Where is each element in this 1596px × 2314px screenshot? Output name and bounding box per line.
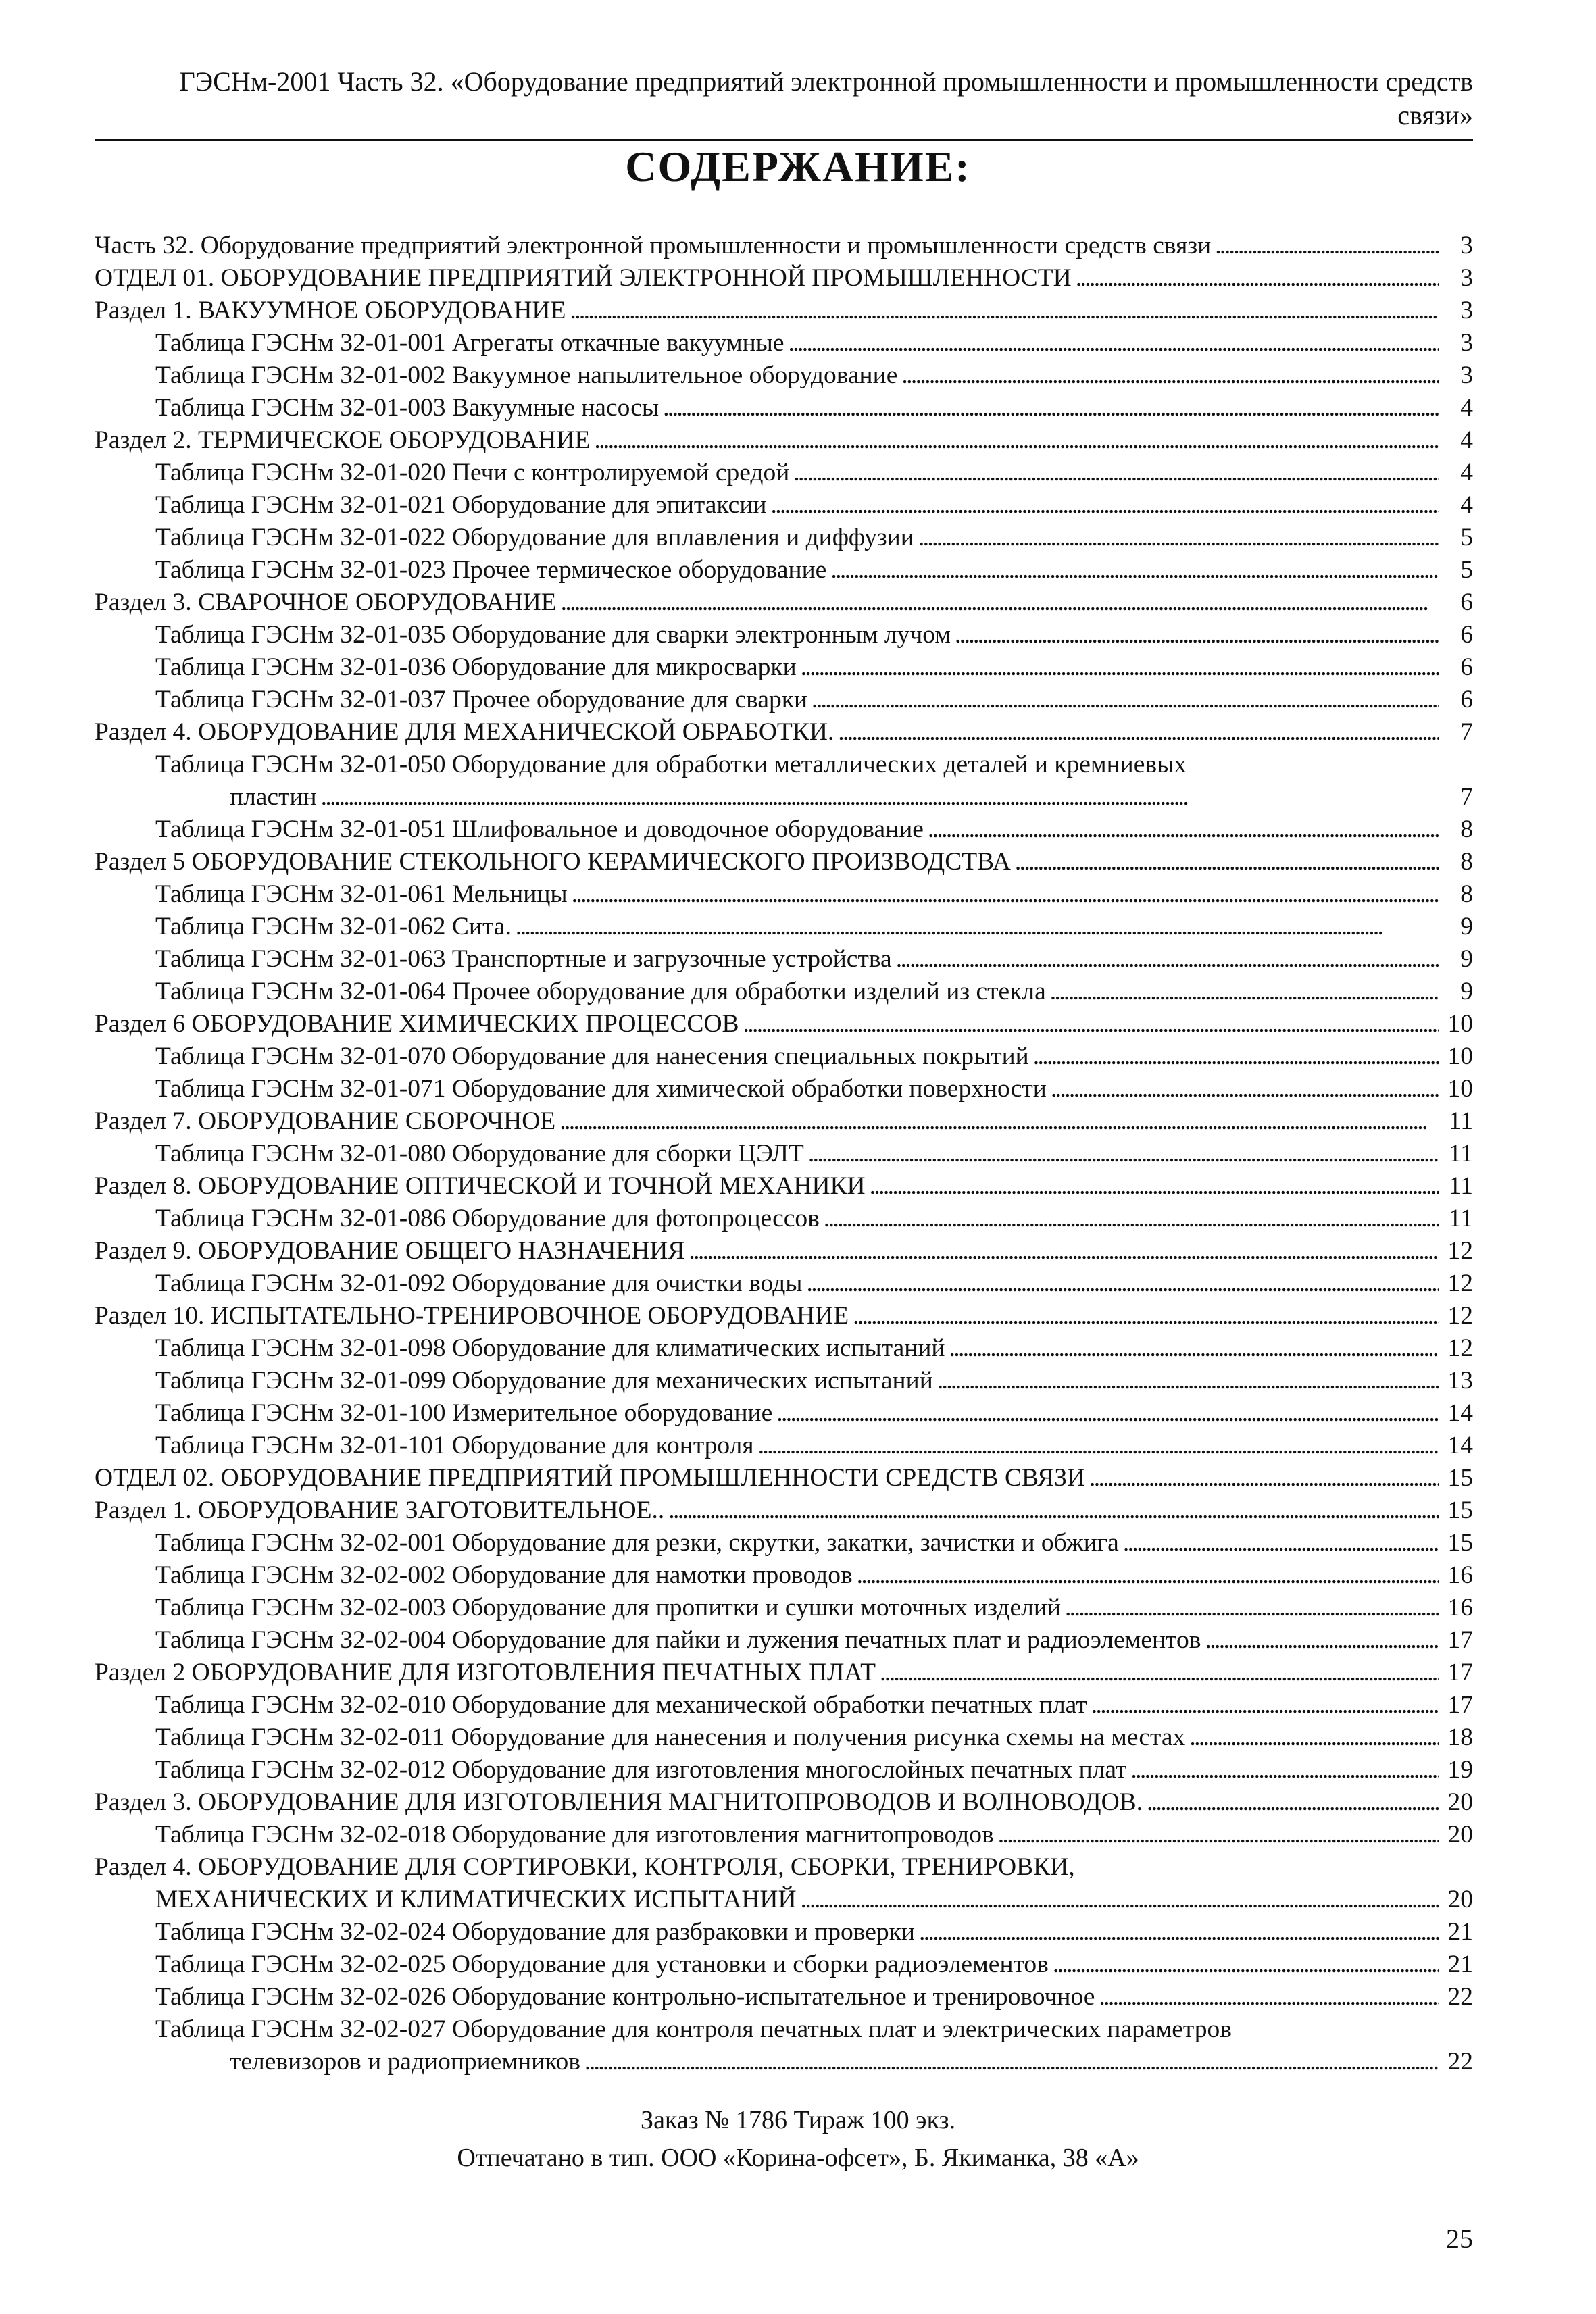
header-divider xyxy=(95,139,1473,141)
toc-dot-leader xyxy=(559,1105,1439,1138)
toc-entry-label: Таблица ГЭСНм 32-01-101 Оборудование для контроля xyxy=(155,1432,754,1459)
toc-dot-leader xyxy=(1051,1073,1439,1105)
toc-entry xyxy=(95,1073,1473,1105)
toc-entry-label: Таблица ГЭСНм 32-02-026 Оборудование контрольно-испытательное и тренировочное xyxy=(155,1983,1095,2011)
toc-entry xyxy=(95,1884,1473,1916)
toc-entry-page: 7 xyxy=(1460,718,1473,746)
toc-dot-leader xyxy=(808,1138,1439,1170)
toc-entry-page: 22 xyxy=(1447,2048,1473,2076)
toc-entry-label: Таблица ГЭСНм 32-01-100 Измерительное оборудование xyxy=(155,1399,773,1427)
toc-entry-page: 8 xyxy=(1460,880,1473,908)
toc-entry-page: 4 xyxy=(1460,394,1473,422)
toc-entry-label: Таблица ГЭСНм 32-01-050 Оборудование для обработки металлических деталей и кремниевых xyxy=(155,751,1187,778)
toc-entry-label: Раздел 7. ОБОРУДОВАНИЕ СБОРОЧНОЕ xyxy=(95,1107,556,1135)
toc-dot-leader xyxy=(853,1300,1439,1332)
toc-entry-page: 8 xyxy=(1460,815,1473,843)
toc-dot-leader xyxy=(812,684,1439,716)
toc-entry-page: 21 xyxy=(1447,1951,1473,1978)
toc-entry-page: 3 xyxy=(1460,264,1473,292)
toc-dot-leader xyxy=(1033,1040,1439,1073)
toc-entry-label: Таблица ГЭСНм 32-02-011 Оборудование для нанесения и получения рисунка схемы на местах xyxy=(155,1724,1186,1751)
toc-entry xyxy=(95,1105,1473,1138)
toc-entry-label: Таблица ГЭСНм 32-01-086 Оборудование для фотопроцессов xyxy=(155,1205,820,1232)
toc-entry-label: Раздел 2 ОБОРУДОВАНИЕ ДЛЯ ИЗГОТОВЛЕНИЯ ПЕЧАТНЫХ ПЛАТ xyxy=(95,1659,876,1686)
toc-entry-label: Таблица ГЭСНм 32-01-099 Оборудование для механических испытаний xyxy=(155,1367,933,1394)
toc-dot-leader xyxy=(801,651,1439,684)
toc-entry-page: 20 xyxy=(1447,1821,1473,1848)
toc-entry-label: Раздел 2. ТЕРМИЧЕСКОЕ ОБОРУДОВАНИЕ xyxy=(95,426,591,454)
page-number: 25 xyxy=(1446,2223,1473,2254)
toc-dot-leader xyxy=(801,1884,1439,1916)
toc-entry-page: 11 xyxy=(1448,1172,1473,1200)
toc-dot-leader xyxy=(668,1494,1439,1527)
toc-entry-label: Таблица ГЭСНм 32-01-080 Оборудование для сборки ЦЭЛТ xyxy=(155,1140,804,1167)
toc-dot-leader xyxy=(663,392,1439,424)
toc-entry-page: 17 xyxy=(1447,1626,1473,1654)
toc-entry-page: 4 xyxy=(1460,426,1473,454)
toc-entry xyxy=(95,1819,1473,1851)
toc-entry-page: 7 xyxy=(1460,783,1473,811)
toc-dot-leader xyxy=(1215,230,1439,262)
toc-entry-label: ОТДЕЛ 01. ОБОРУДОВАНИЕ ПРЕДПРИЯТИЙ ЭЛЕКТРОННОЙ ПРОМЫШЛЕННОСТИ xyxy=(95,264,1072,292)
toc-entry-page: 17 xyxy=(1447,1659,1473,1686)
toc-entry xyxy=(95,846,1473,878)
toc-dot-leader xyxy=(572,878,1439,911)
toc-dot-leader xyxy=(857,1559,1439,1592)
toc-entry-page: 5 xyxy=(1460,556,1473,584)
toc-entry xyxy=(95,327,1473,359)
toc-entry-label: пластин xyxy=(230,783,317,811)
toc-entry-label: Таблица ГЭСНм 32-02-001 Оборудование для резки, скрутки, закатки, зачистки и обжига xyxy=(155,1529,1119,1557)
toc-entry xyxy=(95,1624,1473,1657)
toc-entry-page: 15 xyxy=(1447,1464,1473,1492)
toc-entry xyxy=(95,1430,1473,1462)
toc-entry xyxy=(95,684,1473,716)
toc-entry xyxy=(95,554,1473,586)
toc-dot-leader xyxy=(584,2046,1439,2078)
toc-entry xyxy=(95,1948,1473,1981)
toc-entry xyxy=(95,781,1473,813)
toc-dot-leader xyxy=(806,1267,1439,1300)
toc-dot-leader xyxy=(561,586,1439,619)
toc-entry-label: Раздел 6 ОБОРУДОВАНИЕ ХИМИЧЕСКИХ ПРОЦЕССОВ xyxy=(95,1010,739,1038)
toc-entry-page: 9 xyxy=(1460,978,1473,1005)
toc-entry-label: Таблица ГЭСНм 32-01-023 Прочее термическое оборудование xyxy=(155,556,827,584)
imprint-printer-line: Отпечатано в тип. ООО «Корина-офсет», Б. Якиманка, 38 «А» xyxy=(457,2144,1139,2172)
toc-entry xyxy=(95,1267,1473,1300)
toc-dot-leader xyxy=(516,911,1439,943)
toc-entry xyxy=(95,522,1473,554)
toc-entry-page: 15 xyxy=(1447,1529,1473,1557)
toc-entry-label: Таблица ГЭСНм 32-01-035 Оборудование для сварки электронным лучом xyxy=(155,621,951,649)
toc-entry xyxy=(95,716,1473,749)
toc-dot-leader xyxy=(1050,976,1439,1008)
toc-entry-label: Таблица ГЭСНм 32-02-003 Оборудование для пропитки и сушки моточных изделий xyxy=(155,1594,1062,1621)
toc-entry xyxy=(95,2046,1473,2078)
toc-entry xyxy=(95,878,1473,911)
toc-entry-label: МЕХАНИЧЕСКИХ И КЛИМАТИЧЕСКИХ ИСПЫТАНИЙ xyxy=(155,1886,797,1913)
toc-entry xyxy=(95,1786,1473,1819)
running-header-line-1: ГЭСНм-2001 Часть 32. «Оборудование предприятий электронной промышленности и промышленности средств xyxy=(179,66,1473,97)
toc-entry-label: Таблица ГЭСНм 32-01-092 Оборудование для очистки воды xyxy=(155,1269,803,1297)
toc-entry xyxy=(95,813,1473,846)
toc-entry xyxy=(95,1851,1473,1884)
toc-entry-page: 11 xyxy=(1448,1205,1473,1232)
toc-entry-label: телевизоров и радиоприемников xyxy=(230,2048,580,2076)
toc-dot-leader xyxy=(1076,262,1439,295)
toc-entry-page: 3 xyxy=(1460,361,1473,389)
toc-entry xyxy=(95,359,1473,392)
toc-entry xyxy=(95,1040,1473,1073)
toc-dot-leader xyxy=(570,295,1439,327)
toc-entry-page: 14 xyxy=(1447,1432,1473,1459)
toc-entry-label: Таблица ГЭСНм 32-01-070 Оборудование для нанесения специальных покрытий xyxy=(155,1042,1029,1070)
toc-dot-leader xyxy=(1123,1527,1439,1559)
toc-dot-leader xyxy=(770,489,1439,522)
toc-entry xyxy=(95,1754,1473,1786)
toc-entry-page: 14 xyxy=(1447,1399,1473,1427)
toc-dot-leader xyxy=(880,1657,1439,1689)
toc-entry-label: Таблица ГЭСНм 32-01-002 Вакуумное напылительное оборудование xyxy=(155,361,898,389)
toc-entry-label: Таблица ГЭСНм 32-02-004 Оборудование для пайки и лужения печатных плат и радиоэлементов xyxy=(155,1626,1201,1654)
toc-entry-page: 12 xyxy=(1447,1237,1473,1265)
toc-dot-leader xyxy=(824,1203,1439,1235)
toc-entry-label: Таблица ГЭСНм 32-01-063 Транспортные и загрузочные устройства xyxy=(155,945,892,973)
toc-entry-page: 3 xyxy=(1460,232,1473,259)
toc-entry xyxy=(95,230,1473,262)
toc-entry-page: 12 xyxy=(1447,1302,1473,1330)
toc-entry-label: Раздел 5 ОБОРУДОВАНИЕ СТЕКОЛЬНОГО КЕРАМИЧЕСКОГО ПРОИЗВОДСТВА xyxy=(95,848,1011,876)
toc-entry-label: Таблица ГЭСНм 32-01-062 Сита. xyxy=(155,913,512,940)
toc-entry-label: Раздел 3. СВАРОЧНОЕ ОБОРУДОВАНИЕ xyxy=(95,588,557,616)
toc-entry-label: Таблица ГЭСНм 32-02-002 Оборудование для намотки проводов xyxy=(155,1561,853,1589)
toc-entry xyxy=(95,1689,1473,1721)
toc-entry xyxy=(95,619,1473,651)
toc-entry-label: Таблица ГЭСНм 32-02-018 Оборудование для изготовления магнитопроводов xyxy=(155,1821,994,1848)
toc-entry-page: 3 xyxy=(1460,297,1473,324)
toc-entry-label: Таблица ГЭСНм 32-01-064 Прочее оборудование для обработки изделий из стекла xyxy=(155,978,1046,1005)
toc-entry xyxy=(95,1300,1473,1332)
toc-dot-leader xyxy=(896,943,1439,976)
imprint xyxy=(0,2101,1596,2177)
toc-dot-leader xyxy=(918,522,1439,554)
toc-entry-page: 6 xyxy=(1460,653,1473,681)
toc-dot-leader xyxy=(758,1430,1439,1462)
toc-entry-label: Таблица ГЭСНм 32-01-020 Печи с контролируемой средой xyxy=(155,459,790,486)
toc-entry xyxy=(95,2013,1473,2046)
toc-entry-page: 10 xyxy=(1447,1010,1473,1038)
toc-entry xyxy=(95,1657,1473,1689)
toc-entry xyxy=(95,1721,1473,1754)
toc-dot-leader xyxy=(743,1008,1439,1040)
toc-entry-page: 11 xyxy=(1448,1140,1473,1167)
toc-entry-label: Раздел 8. ОБОРУДОВАНИЕ ОПТИЧЕСКОЙ И ТОЧНОЙ МЕХАНИКИ xyxy=(95,1172,866,1200)
toc-entry-page: 4 xyxy=(1460,459,1473,486)
toc-entry-label: Таблица ГЭСНм 32-02-010 Оборудование для механической обработки печатных плат xyxy=(155,1691,1087,1719)
toc-dot-leader xyxy=(998,1819,1439,1851)
toc-entry-page: 5 xyxy=(1460,524,1473,551)
toc-entry-page: 9 xyxy=(1460,945,1473,973)
toc-entry xyxy=(95,586,1473,619)
toc-entry-label: Таблица ГЭСНм 32-01-036 Оборудование для микросварки xyxy=(155,653,797,681)
toc-entry-page: 16 xyxy=(1447,1561,1473,1589)
toc-entry xyxy=(95,1592,1473,1624)
toc-dot-leader xyxy=(937,1365,1439,1397)
toc-entry xyxy=(95,749,1473,781)
toc-dot-leader xyxy=(928,813,1439,846)
toc-dot-leader xyxy=(830,554,1439,586)
toc-entry-page: 22 xyxy=(1447,1983,1473,2011)
toc-dot-leader xyxy=(1091,1689,1439,1721)
toc-entry-page: 10 xyxy=(1447,1075,1473,1103)
toc-entry xyxy=(95,1916,1473,1948)
running-header-line-2: связи» xyxy=(1397,100,1473,130)
toc-entry xyxy=(95,1203,1473,1235)
toc-entry xyxy=(95,424,1473,457)
toc-entry-page: 6 xyxy=(1460,621,1473,649)
toc-entry-label: Раздел 10. ИСПЫТАТЕЛЬНО-ТРЕНИРОВОЧНОЕ ОБОРУДОВАНИЕ xyxy=(95,1302,849,1330)
toc-entry xyxy=(95,1462,1473,1494)
toc-entry-label: ОТДЕЛ 02. ОБОРУДОВАНИЕ ПРЕДПРИЯТИЙ ПРОМЫШЛЕННОСТИ СРЕДСТВ СВЯЗИ xyxy=(95,1464,1085,1492)
toc-entry xyxy=(95,1332,1473,1365)
toc-entry-page: 21 xyxy=(1447,1918,1473,1946)
toc-entry xyxy=(95,1981,1473,2013)
toc-entry-label: Раздел 1. ОБОРУДОВАНИЕ ЗАГОТОВИТЕЛЬНОЕ.. xyxy=(95,1496,665,1524)
toc-entry-label: Таблица ГЭСНм 32-01-021 Оборудование для эпитаксии xyxy=(155,491,767,519)
toc-dot-leader xyxy=(1015,846,1439,878)
toc-entry-page: 19 xyxy=(1447,1756,1473,1784)
toc-dot-leader xyxy=(838,716,1439,749)
toc-entry xyxy=(95,911,1473,943)
toc-entry-label: Раздел 3. ОБОРУДОВАНИЕ ДЛЯ ИЗГОТОВЛЕНИЯ МАГНИТОПРОВОДОВ И ВОЛНОВОДОВ. xyxy=(95,1788,1143,1816)
toc-dot-leader xyxy=(919,1916,1439,1948)
toc-entry xyxy=(95,1559,1473,1592)
toc-dot-leader xyxy=(689,1235,1439,1267)
toc-entry xyxy=(95,1527,1473,1559)
table-of-contents xyxy=(95,230,1473,2078)
toc-dot-leader xyxy=(1065,1592,1439,1624)
toc-dot-leader xyxy=(789,327,1439,359)
toc-entry xyxy=(95,1008,1473,1040)
toc-entry xyxy=(95,1365,1473,1397)
imprint-order-line: Заказ № 1786 Тираж 100 экз. xyxy=(641,2106,955,2134)
toc-dot-leader xyxy=(1189,1721,1439,1754)
toc-entry xyxy=(95,392,1473,424)
toc-entry xyxy=(95,651,1473,684)
toc-entry-page: 18 xyxy=(1447,1724,1473,1751)
toc-entry-page: 4 xyxy=(1460,491,1473,519)
toc-entry-page: 15 xyxy=(1447,1496,1473,1524)
toc-dot-leader xyxy=(870,1170,1439,1203)
toc-entry-label: Таблица ГЭСНм 32-01-071 Оборудование для химической обработки поверхности xyxy=(155,1075,1047,1103)
toc-entry-label: Часть 32. Оборудование предприятий электронной промышленности и промышленности средств связи xyxy=(95,232,1212,259)
toc-entry-label: Таблица ГЭСНм 32-01-051 Шлифовальное и доводочное оборудование xyxy=(155,815,924,843)
toc-entry-label: Таблица ГЭСНм 32-01-061 Мельницы xyxy=(155,880,568,908)
toc-entry-label: Таблица ГЭСНм 32-01-098 Оборудование для климатических испытаний xyxy=(155,1334,945,1362)
toc-entry-label: Таблица ГЭСНм 32-02-024 Оборудование для разбраковки и проверки xyxy=(155,1918,915,1946)
toc-entry xyxy=(95,262,1473,295)
toc-entry-page: 20 xyxy=(1447,1788,1473,1816)
toc-entry xyxy=(95,1138,1473,1170)
toc-entry-page: 20 xyxy=(1447,1886,1473,1913)
toc-entry xyxy=(95,1235,1473,1267)
toc-entry xyxy=(95,1494,1473,1527)
toc-entry-label: Раздел 9. ОБОРУДОВАНИЕ ОБЩЕГО НАЗНАЧЕНИЯ xyxy=(95,1237,685,1265)
toc-entry-label: Таблица ГЭСНм 32-01-037 Прочее оборудование для сварки xyxy=(155,686,808,713)
toc-dot-leader xyxy=(594,424,1439,457)
toc-entry-label: Таблица ГЭСНм 32-01-001 Агрегаты откачные вакуумные xyxy=(155,329,784,357)
toc-entry-label: Раздел 1. ВАКУУМНОЕ ОБОРУДОВАНИЕ xyxy=(95,297,566,324)
toc-entry-label: Раздел 4. ОБОРУДОВАНИЕ ДЛЯ СОРТИРОВКИ, КОНТРОЛЯ, СБОРКИ, ТРЕНИРОВКИ, xyxy=(95,1853,1075,1881)
toc-entry-page: 12 xyxy=(1447,1334,1473,1362)
toc-dot-leader xyxy=(1089,1462,1439,1494)
toc-entry xyxy=(95,976,1473,1008)
toc-entry-label: Таблица ГЭСНм 32-01-003 Вакуумные насосы xyxy=(155,394,659,422)
toc-entry xyxy=(95,489,1473,522)
toc-dot-leader xyxy=(1130,1754,1439,1786)
toc-entry-page: 17 xyxy=(1447,1691,1473,1719)
toc-entry-page: 16 xyxy=(1447,1594,1473,1621)
toc-dot-leader xyxy=(776,1397,1439,1430)
toc-entry-label: Таблица ГЭСНм 32-01-022 Оборудование для вплавления и диффузии xyxy=(155,524,914,551)
toc-entry xyxy=(95,457,1473,489)
toc-entry-page: 6 xyxy=(1460,588,1473,616)
toc-entry-page: 11 xyxy=(1448,1107,1473,1135)
toc-dot-leader xyxy=(1099,1981,1439,2013)
toc-dot-leader xyxy=(1147,1786,1439,1819)
toc-entry-page: 10 xyxy=(1447,1042,1473,1070)
toc-entry xyxy=(95,943,1473,976)
toc-entry-label: Таблица ГЭСНм 32-02-012 Оборудование для изготовления многослойных печатных плат xyxy=(155,1756,1127,1784)
toc-entry-page: 3 xyxy=(1460,329,1473,357)
toc-entry-page: 9 xyxy=(1460,913,1473,940)
toc-dot-leader xyxy=(321,781,1439,813)
toc-entry-page: 12 xyxy=(1447,1269,1473,1297)
toc-entry-label: Раздел 4. ОБОРУДОВАНИЕ ДЛЯ МЕХАНИЧЕСКОЙ ОБРАБОТКИ. xyxy=(95,718,834,746)
toc-dot-leader xyxy=(1205,1624,1439,1657)
toc-entry-page: 8 xyxy=(1460,848,1473,876)
toc-entry xyxy=(95,1397,1473,1430)
page-title: СОДЕРЖАНИЕ: xyxy=(625,143,971,191)
toc-dot-leader xyxy=(1053,1948,1439,1981)
toc-dot-leader xyxy=(955,619,1439,651)
toc-entry-label: Таблица ГЭСНм 32-02-025 Оборудование для установки и сборки радиоэлементов xyxy=(155,1951,1049,1978)
toc-entry-page: 13 xyxy=(1447,1367,1473,1394)
toc-entry-label: Таблица ГЭСНм 32-02-027 Оборудование для контроля печатных плат и электрических параметров xyxy=(155,2015,1232,2043)
toc-dot-leader xyxy=(901,359,1439,392)
toc-dot-leader xyxy=(793,457,1439,489)
toc-entry-page: 6 xyxy=(1460,686,1473,713)
toc-dot-leader xyxy=(949,1332,1439,1365)
toc-entry xyxy=(95,1170,1473,1203)
running-header xyxy=(95,65,1473,132)
toc-entry xyxy=(95,295,1473,327)
